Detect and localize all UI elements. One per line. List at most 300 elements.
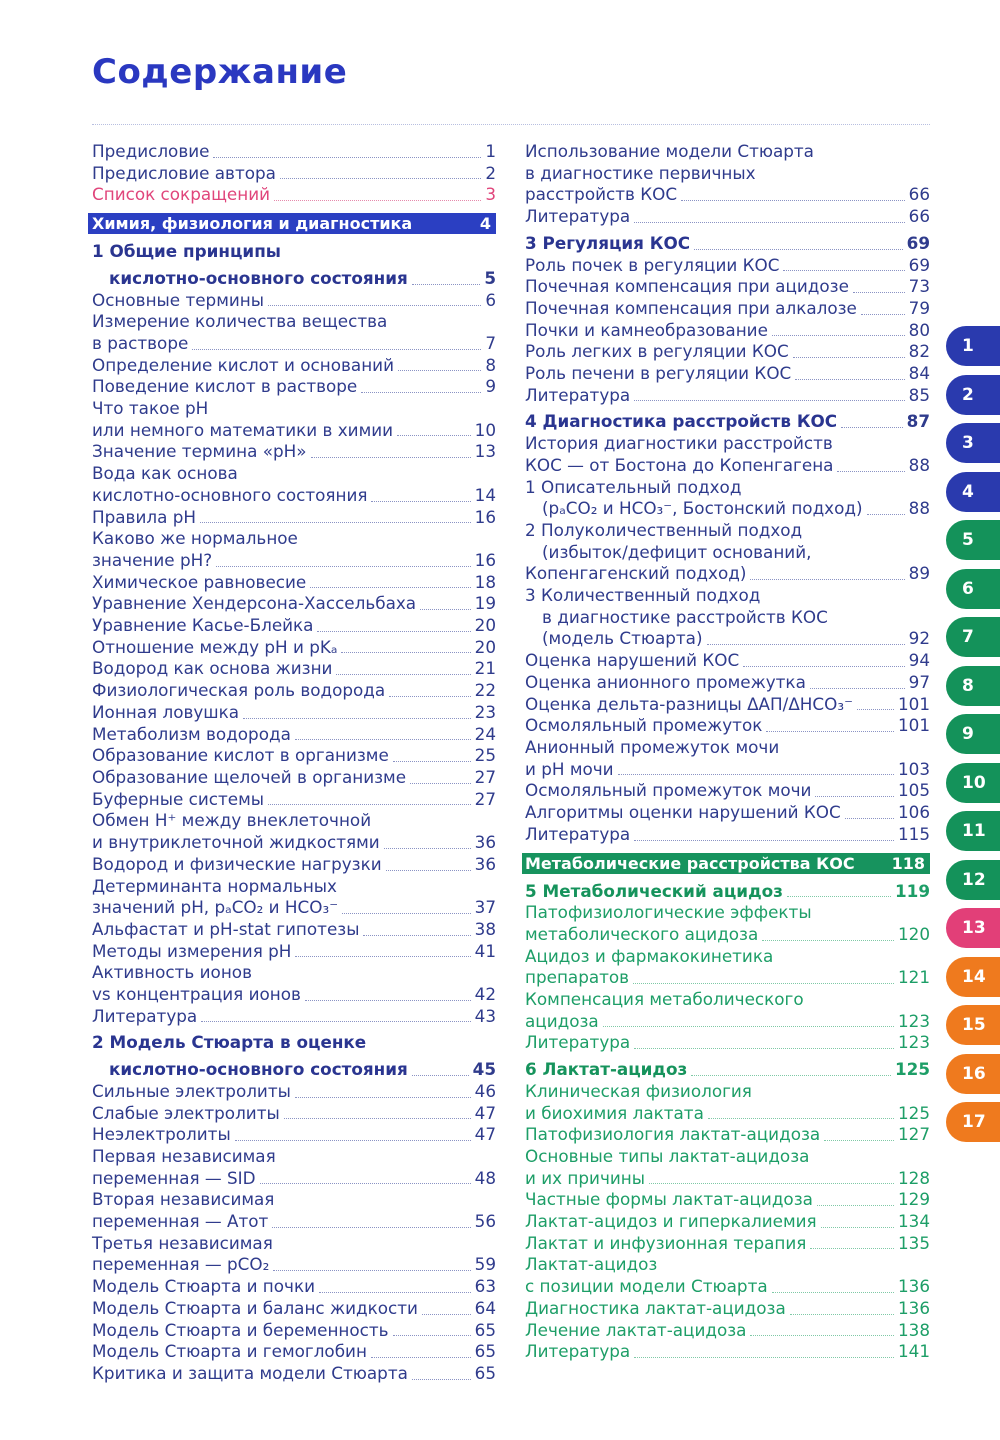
- toc-page-number: 3: [485, 184, 496, 205]
- toc-page-number: 38: [474, 918, 496, 939]
- dot-leader: [817, 1205, 894, 1206]
- page-title: Содержание: [92, 52, 348, 92]
- toc-page-number: 125: [897, 1102, 930, 1123]
- dot-leader: [790, 1314, 894, 1315]
- toc-page-number: 1: [485, 141, 496, 161]
- toc-entry-title: кислотно-основного состояния: [109, 1059, 408, 1080]
- dot-leader: [810, 1248, 894, 1249]
- toc-entry[interactable]: [525, 759, 930, 781]
- toc-page-number: 134: [897, 1211, 930, 1232]
- toc-entry-text[interactable]: Третья независимая: [92, 1232, 273, 1253]
- dot-leader: [634, 840, 894, 841]
- chapter-tab-1[interactable]: 1: [946, 326, 1000, 366]
- dot-leader: [634, 222, 904, 223]
- toc-entry[interactable]: [92, 141, 496, 163]
- dot-leader: [336, 674, 470, 675]
- toc-entry[interactable]: [525, 1059, 930, 1081]
- toc-entry[interactable]: [525, 824, 930, 846]
- toc-entry[interactable]: [92, 572, 496, 594]
- toc-page-number: 41: [474, 940, 496, 961]
- toc-entry-text[interactable]: История диагностики расстройств: [525, 433, 833, 454]
- dot-leader: [311, 457, 471, 458]
- toc-entry-text[interactable]: Что такое pH: [92, 398, 209, 419]
- toc-entry[interactable]: [525, 672, 930, 694]
- toc-entry[interactable]: [92, 615, 496, 637]
- toc-page-number: 6: [485, 289, 496, 310]
- dot-leader: [397, 435, 471, 436]
- toc-page-number: 82: [908, 341, 930, 362]
- toc-entry-text[interactable]: Лактат-ацидоз: [525, 1254, 658, 1275]
- dot-leader: [268, 804, 471, 805]
- toc-entry-title: Водород и физические нагрузки: [92, 853, 382, 874]
- dot-leader: [633, 983, 894, 984]
- toc-entry-title: Правила pH: [92, 506, 196, 527]
- toc-page-number: 136: [897, 1276, 930, 1297]
- toc-entry-title: Почки и камнеобразование: [525, 319, 768, 340]
- toc-entry-text[interactable]: Измерение количества вещества: [92, 311, 388, 332]
- toc-entry-title: Список сокращений: [92, 184, 271, 205]
- toc-entry-title: или немного математики в химии: [92, 419, 394, 440]
- dot-leader: [389, 696, 470, 697]
- toc-entry-title: Лечение лактат-ацидоза: [525, 1319, 747, 1340]
- toc-entry-title: переменная — Aтот: [92, 1211, 269, 1232]
- toc-entry[interactable]: [92, 507, 496, 529]
- dot-leader: [707, 644, 905, 645]
- chapter-tab-2[interactable]: 2: [946, 375, 1000, 415]
- toc-entry[interactable]: [92, 637, 496, 659]
- toc-entry-text[interactable]: в диагностике первичных: [525, 162, 756, 183]
- dot-leader: [342, 913, 471, 914]
- toc-entry-text[interactable]: Вода как основа: [92, 463, 238, 484]
- toc-entry-title: ацидоза: [525, 1010, 599, 1031]
- toc-entry[interactable]: [525, 385, 930, 407]
- dot-leader: [783, 270, 904, 271]
- toc-entry-title: Литература: [525, 206, 631, 227]
- toc-entry-title: Физиологическая роль водорода: [92, 680, 386, 701]
- toc-page-number: 97: [908, 671, 930, 692]
- toc-entry-title: и их причины: [525, 1167, 645, 1188]
- toc-entry-title: Почечная компенсация при алкалозе: [525, 297, 857, 318]
- toc-page-number: 101: [897, 715, 930, 736]
- dot-leader: [420, 609, 471, 610]
- toc-page-number: 69: [906, 232, 930, 253]
- toc-entry-title: Предисловие: [92, 141, 210, 161]
- dot-leader: [634, 400, 904, 401]
- toc-entry[interactable]: [92, 355, 496, 377]
- toc-entry[interactable]: [525, 1103, 930, 1125]
- toc-entry-title: Модель Стюарта и беременность: [92, 1319, 389, 1340]
- dot-leader: [341, 652, 470, 653]
- dot-leader: [795, 379, 904, 380]
- toc-entry-title: Роль почек в регуляции КОС: [525, 254, 780, 275]
- toc-entry-text[interactable]: Активность ионов: [92, 962, 252, 983]
- dot-leader: [762, 940, 894, 941]
- dot-leader: [386, 870, 471, 871]
- toc-page-number: 10: [474, 419, 496, 440]
- section-title: Метаболические расстройства КОС: [525, 853, 855, 873]
- dot-leader: [793, 357, 905, 358]
- toc-entry[interactable]: [525, 694, 930, 716]
- title-divider: [92, 124, 930, 125]
- toc-entry-title: и pH мочи: [525, 758, 614, 779]
- toc-entry[interactable]: [92, 984, 496, 1006]
- dot-leader: [317, 631, 470, 632]
- toc-entry[interactable]: [92, 1276, 496, 1298]
- toc-entry[interactable]: [92, 1254, 496, 1276]
- toc-entry[interactable]: [92, 1168, 496, 1190]
- toc-entry-title: Диагностика лактат-ацидоза: [525, 1297, 786, 1318]
- dot-leader: [280, 178, 481, 179]
- toc-entry-title: (pₐCO₂ и HCO₃⁻, Бостонский подход): [542, 498, 863, 519]
- toc-entry[interactable]: [525, 881, 930, 903]
- toc-entry-title: Альфастат и pH-stat гипотезы: [92, 918, 360, 939]
- toc-entry-title: Поведение кислот в растворе: [92, 376, 358, 397]
- toc-entry-text[interactable]: Патофизиологические эффекты: [525, 902, 812, 923]
- toc-entry-title: значение pH?: [92, 549, 213, 570]
- toc-entry[interactable]: [92, 1006, 496, 1028]
- toc-entry-title: Предисловие автора: [92, 162, 276, 183]
- toc-page-number: 141: [897, 1341, 930, 1362]
- toc-entry-title: Модель Стюарта и почки: [92, 1276, 316, 1297]
- toc-entry[interactable]: [92, 1320, 496, 1342]
- toc-entry-title: препаратов: [525, 967, 630, 988]
- toc-entry-title: Уравнение Касье-Блейка: [92, 615, 314, 636]
- toc-page-number: 129: [897, 1189, 930, 1210]
- toc-entry-title: в растворе: [92, 332, 189, 353]
- toc-entry[interactable]: [525, 780, 930, 802]
- toc-page-number: 18: [474, 571, 496, 592]
- toc-entry[interactable]: [525, 455, 930, 477]
- dot-leader: [837, 471, 904, 472]
- toc-entry-text[interactable]: Анионный промежуток мочи: [525, 736, 780, 757]
- toc-page-number: 63: [474, 1276, 496, 1297]
- toc-entry[interactable]: [525, 802, 930, 824]
- toc-entry-title: Модель Стюарта и гемоглобин: [92, 1341, 367, 1362]
- toc-entry-title: Уравнение Хендерсона-Хассельбаха: [92, 593, 417, 614]
- toc-entry[interactable]: [92, 680, 496, 702]
- toc-page-number: 2: [485, 162, 496, 183]
- toc-entry[interactable]: [92, 854, 496, 876]
- toc-entry-text[interactable]: Основные типы лактат-ацидоза: [525, 1145, 810, 1166]
- toc-entry[interactable]: [525, 1032, 930, 1054]
- toc-entry-title: Копенгагенский подход): [525, 563, 747, 584]
- toc-entry-title: Почечная компенсация при ацидозе: [525, 276, 849, 297]
- toc-entry[interactable]: [92, 376, 496, 398]
- dot-leader: [398, 370, 481, 371]
- toc-page-number: 66: [908, 206, 930, 227]
- toc-entry-text[interactable]: 2 Полуколичественный подход: [525, 519, 803, 540]
- dot-leader: [708, 1118, 894, 1119]
- chapter-tab-5[interactable]: 5: [946, 520, 1000, 560]
- toc-page-number: 136: [897, 1297, 930, 1318]
- dot-leader: [412, 1075, 469, 1076]
- toc-entry-title: метаболического ацидоза: [525, 923, 759, 944]
- toc-entry-title: Методы измерения pH: [92, 940, 292, 961]
- toc-entry[interactable]: [92, 184, 496, 206]
- dot-leader: [393, 761, 471, 762]
- toc-entry[interactable]: [92, 767, 496, 789]
- section-header[interactable]: [88, 213, 496, 234]
- toc-entry[interactable]: [92, 485, 496, 507]
- toc-entry[interactable]: [92, 745, 496, 767]
- toc-entry[interactable]: [92, 897, 496, 919]
- chapter-tab-16[interactable]: 16: [946, 1054, 1000, 1094]
- chapter-tab-3[interactable]: 3: [946, 423, 1000, 463]
- toc-entry-title: Осмоляльный промежуток мочи: [525, 780, 812, 801]
- toc-page-number: 7: [485, 332, 496, 353]
- toc-entry[interactable]: [525, 1233, 930, 1255]
- toc-entry-title: значений pH, pₐCO₂ и HCO₃⁻: [92, 897, 339, 918]
- toc-entry-title: Роль легких в регуляции КОС: [525, 341, 789, 362]
- toc-entry[interactable]: [92, 1211, 496, 1233]
- toc-entry[interactable]: [92, 658, 496, 680]
- toc-entry[interactable]: [525, 924, 930, 946]
- toc-entry[interactable]: [92, 290, 496, 312]
- chapter-tab-17[interactable]: 17: [946, 1102, 1000, 1142]
- toc-page-number: 59: [474, 1254, 496, 1275]
- toc-page-number: 121: [897, 967, 930, 988]
- toc-entry[interactable]: [92, 1298, 496, 1320]
- chapter-tab-15[interactable]: 15: [946, 1005, 1000, 1045]
- toc-entry-text[interactable]: Первая независимая: [92, 1145, 276, 1166]
- toc-entry[interactable]: [92, 1124, 496, 1146]
- dot-leader: [295, 1097, 471, 1098]
- toc-entry[interactable]: [92, 550, 496, 572]
- toc-entry[interactable]: [92, 724, 496, 746]
- chapter-tab-6[interactable]: 6: [946, 569, 1000, 609]
- toc-entry[interactable]: [525, 1320, 930, 1342]
- toc-entry-title: Роль печени в регуляции КОС: [525, 363, 792, 384]
- chapter-tab-4[interactable]: 4: [946, 472, 1000, 512]
- toc-entry[interactable]: [525, 320, 930, 342]
- dot-leader: [295, 739, 471, 740]
- section-header[interactable]: [522, 853, 930, 874]
- toc-entry[interactable]: [525, 341, 930, 363]
- dot-leader: [361, 392, 481, 393]
- chapter-tab-12[interactable]: 12: [946, 860, 1000, 900]
- toc-entry[interactable]: [525, 276, 930, 298]
- toc-entry-title: vs концентрация ионов: [92, 984, 301, 1005]
- toc-entry[interactable]: [525, 1211, 930, 1233]
- toc-page-number: 69: [908, 254, 930, 275]
- dot-leader: [310, 587, 470, 588]
- toc-entry[interactable]: [525, 1276, 930, 1298]
- toc-page-number: 14: [474, 484, 496, 505]
- dot-leader: [743, 666, 904, 667]
- dot-leader: [268, 305, 481, 306]
- toc-entry-title: Оценка анионного промежутка: [525, 671, 806, 692]
- chapter-tab-11[interactable]: 11: [946, 811, 1000, 851]
- toc-entry-text[interactable]: Вторая независимая: [92, 1189, 275, 1210]
- toc-page-number: 128: [897, 1167, 930, 1188]
- dot-leader: [422, 1314, 471, 1315]
- dot-leader: [821, 1227, 894, 1228]
- toc-page-number: 20: [474, 636, 496, 657]
- toc-page-number: 45: [472, 1059, 496, 1080]
- toc-entry[interactable]: [525, 255, 930, 277]
- toc-entry[interactable]: [525, 628, 930, 650]
- toc-page-number: 47: [474, 1102, 496, 1123]
- toc-entry[interactable]: [525, 1168, 930, 1190]
- toc-entry[interactable]: [92, 268, 496, 290]
- toc-entry-text[interactable]: Компенсация метаболического: [525, 989, 804, 1010]
- dot-leader: [841, 427, 903, 428]
- dot-leader: [393, 1335, 471, 1336]
- toc-entry-title: Определение кислот и оснований: [92, 354, 394, 375]
- toc-entry[interactable]: [525, 563, 930, 585]
- toc-page-number: 13: [474, 441, 496, 462]
- toc-entry[interactable]: [92, 941, 496, 963]
- dot-leader: [810, 688, 905, 689]
- toc-page-number: 5: [484, 267, 496, 288]
- toc-page-number: 135: [897, 1232, 930, 1253]
- toc-page-number: 65: [474, 1362, 496, 1383]
- toc-entry[interactable]: [92, 420, 496, 442]
- dot-leader: [272, 1227, 470, 1228]
- toc-entry[interactable]: [525, 233, 930, 255]
- dot-leader: [319, 1292, 471, 1293]
- toc-entry[interactable]: [92, 919, 496, 941]
- toc-page-number: 88: [908, 454, 930, 475]
- toc-entry-text[interactable]: (избыток/дефицит оснований,: [542, 541, 812, 562]
- toc-entry[interactable]: [525, 967, 930, 989]
- chapter-tab-14[interactable]: 14: [946, 957, 1000, 997]
- toc-entry[interactable]: [92, 1059, 496, 1081]
- toc-entry[interactable]: [92, 441, 496, 463]
- toc-page-number: 123: [897, 1010, 930, 1031]
- toc-entry-title: Лактат и инфузионная терапия: [525, 1232, 807, 1253]
- toc-entry[interactable]: [525, 498, 930, 520]
- toc-entry-title: Осмоляльный промежуток: [525, 715, 763, 736]
- toc-entry[interactable]: [525, 1341, 930, 1363]
- toc-entry-title: (модель Стюарта): [542, 628, 703, 649]
- toc-page-number: 24: [474, 723, 496, 744]
- toc-page-number: 87: [906, 411, 930, 432]
- toc-entry[interactable]: [92, 1363, 496, 1385]
- section-title: Химия, физиология и диагностика: [92, 214, 413, 234]
- toc-page-number: 16: [474, 506, 496, 527]
- toc-entry[interactable]: [525, 715, 930, 737]
- toc-entry-title: Буферные системы: [92, 788, 265, 809]
- toc-entry-text[interactable]: Клиническая физиология: [525, 1080, 752, 1101]
- dot-leader: [649, 1183, 894, 1184]
- toc-entry-text[interactable]: 2 Модель Стюарта в оценке: [92, 1032, 367, 1053]
- toc-entry[interactable]: [525, 411, 930, 433]
- toc-page-number: 79: [908, 297, 930, 318]
- dot-leader: [384, 848, 471, 849]
- toc-page-number: 101: [897, 693, 930, 714]
- dot-leader: [750, 1335, 894, 1336]
- chapter-tab-8[interactable]: 8: [946, 666, 1000, 706]
- toc-entry[interactable]: [525, 1298, 930, 1320]
- toc-entry[interactable]: [92, 832, 496, 854]
- dot-leader: [787, 896, 891, 897]
- toc-entry-text[interactable]: 1 Описательный подход: [525, 476, 742, 497]
- toc-page-number: 123: [897, 1032, 930, 1053]
- dot-leader: [845, 818, 894, 819]
- toc-entry[interactable]: [525, 650, 930, 672]
- dot-leader: [867, 514, 905, 515]
- toc-entry-text[interactable]: 3 Количественный подход: [525, 585, 761, 606]
- toc-page-number: 85: [908, 384, 930, 405]
- toc-page-number: 16: [474, 549, 496, 570]
- dot-leader: [371, 1357, 471, 1358]
- toc-entry[interactable]: [525, 1011, 930, 1033]
- toc-entry-text[interactable]: в диагностике расстройств КОС: [542, 606, 828, 627]
- toc-entry-title: Частные формы лактат-ацидоза: [525, 1189, 813, 1210]
- toc-entry[interactable]: [525, 184, 930, 206]
- toc-entry[interactable]: [525, 363, 930, 385]
- toc-entry-text[interactable]: Ацидоз и фармакокинетика: [525, 945, 774, 966]
- dot-leader: [284, 1118, 471, 1119]
- dot-leader: [634, 1357, 894, 1358]
- toc-entry[interactable]: [525, 298, 930, 320]
- toc-page-number: 138: [897, 1319, 930, 1340]
- toc-entry[interactable]: [92, 1341, 496, 1363]
- toc-entry-title: 4 Диагностика расстройств КОС: [525, 411, 838, 432]
- dot-leader: [815, 796, 894, 797]
- toc-entry-text[interactable]: Обмен H⁺ между внеклеточной: [92, 810, 372, 831]
- chapter-tab-7[interactable]: 7: [946, 617, 1000, 657]
- dot-leader: [243, 718, 471, 719]
- toc-entry-title: Критика и защита модели Стюарта: [92, 1362, 408, 1383]
- toc-entry-text[interactable]: Детерминанта нормальных: [92, 875, 337, 896]
- toc-page-number: 119: [894, 880, 930, 901]
- toc-page-number: 64: [474, 1297, 496, 1318]
- chapter-tab-10[interactable]: 10: [946, 763, 1000, 803]
- toc-entry[interactable]: [92, 789, 496, 811]
- toc-page-number: 65: [474, 1319, 496, 1340]
- dot-leader: [260, 1183, 471, 1184]
- toc-page-number: 56: [474, 1211, 496, 1232]
- toc-entry[interactable]: [92, 333, 496, 355]
- dot-leader: [201, 1021, 470, 1022]
- toc-left-column: [92, 141, 496, 1385]
- toc-entry[interactable]: [92, 1103, 496, 1125]
- toc-entry[interactable]: [92, 593, 496, 615]
- toc-page-number: 120: [897, 923, 930, 944]
- dot-leader: [213, 157, 481, 158]
- toc-entry[interactable]: [525, 1189, 930, 1211]
- toc-page-number: 19: [474, 593, 496, 614]
- toc-entry-title: Литература: [92, 1005, 198, 1026]
- toc-entry[interactable]: [92, 1081, 496, 1103]
- toc-page-number: 66: [908, 184, 930, 205]
- dot-leader: [750, 579, 904, 580]
- toc-entry[interactable]: [92, 702, 496, 724]
- toc-entry-text[interactable]: Использование модели Стюарта: [525, 141, 814, 161]
- toc-entry-title: Основные термины: [92, 289, 264, 310]
- toc-entry-title: Литература: [525, 1341, 631, 1362]
- toc-entry-text[interactable]: 1 Общие принципы: [92, 241, 281, 262]
- dot-leader: [618, 774, 894, 775]
- chapter-tab-13[interactable]: 13: [946, 908, 1000, 948]
- dot-leader: [824, 1140, 894, 1141]
- chapter-tab-9[interactable]: 9: [946, 714, 1000, 754]
- toc-entry[interactable]: [525, 1124, 930, 1146]
- toc-entry[interactable]: [525, 206, 930, 228]
- toc-entry-title: переменная — pCO₂: [92, 1254, 270, 1275]
- dot-leader: [603, 1026, 894, 1027]
- toc-entry-text[interactable]: Каково же нормальное: [92, 528, 298, 549]
- toc-page-number: 37: [474, 897, 496, 918]
- toc-page-number: 125: [894, 1059, 930, 1080]
- toc-entry-title: расстройств КОС: [525, 184, 678, 205]
- toc-page-number: 9: [485, 376, 496, 397]
- toc-entry[interactable]: [92, 163, 496, 185]
- toc-entry-title: Литература: [525, 384, 631, 405]
- toc-page-number: 8: [485, 354, 496, 375]
